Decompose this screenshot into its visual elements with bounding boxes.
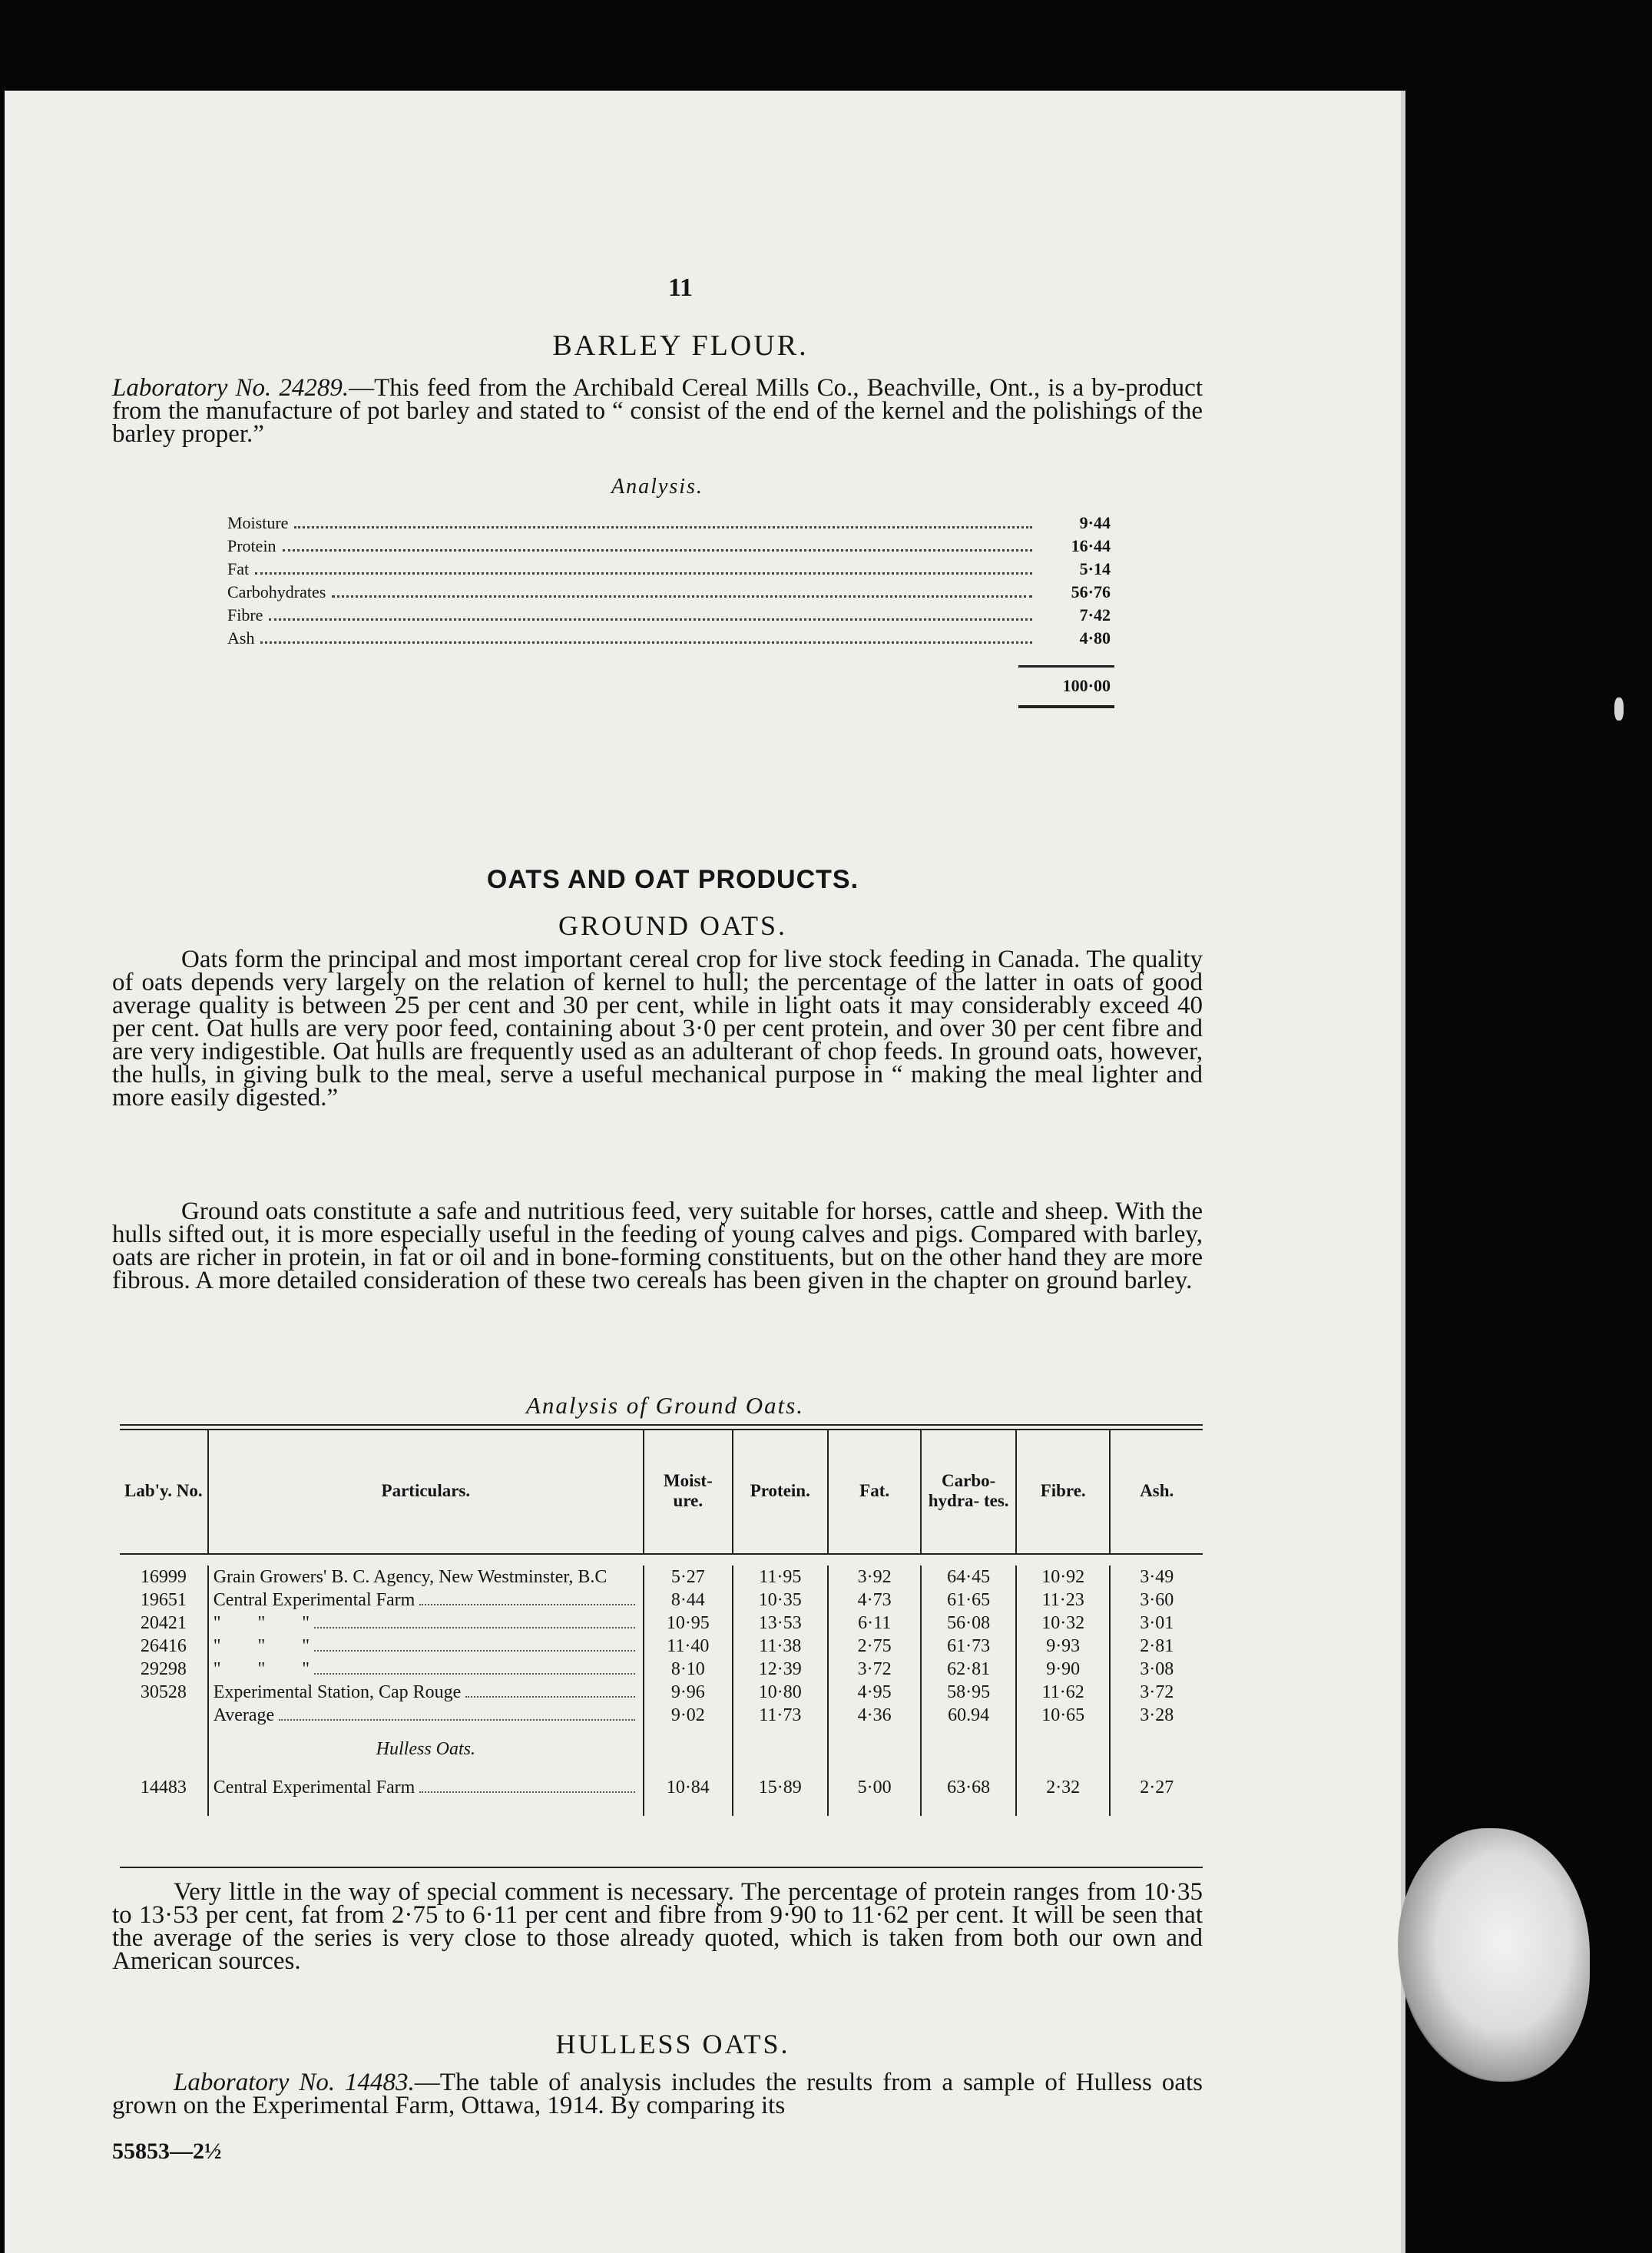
cell-empty: [921, 1727, 1016, 1776]
cell-particulars: [208, 1589, 644, 1612]
ground-oats-analysis-table: [120, 1429, 1203, 1816]
cell-protein: 12·39: [733, 1658, 828, 1681]
analysis-row-carbohydrates: [227, 581, 1111, 602]
leader-dots: [419, 1776, 635, 1793]
cell-carbohydrates: 61·65: [921, 1589, 1016, 1612]
cell-protein: 10·35: [733, 1589, 828, 1612]
cell-moisture: 9·96: [644, 1681, 733, 1704]
leader-dots: [419, 1589, 635, 1605]
particulars-text: Experimental Station, Cap Rouge: [213, 1682, 462, 1702]
cell-fibre: 10·92: [1016, 1566, 1111, 1589]
cell-fat: 5·00: [828, 1776, 921, 1816]
cell-particulars: [208, 1658, 644, 1681]
cell-protein: 10·80: [733, 1681, 828, 1704]
leader-dots: [294, 526, 1032, 528]
leader-dots: [314, 1658, 635, 1675]
cell-moisture: 5·27: [644, 1566, 733, 1589]
hulless-oats-paragraph: [112, 2071, 1203, 2117]
barley-flour-heading: BARLEY FLOUR.: [552, 330, 809, 362]
cell-moisture: 8·10: [644, 1658, 733, 1681]
table-top-rule: [120, 1424, 1203, 1426]
cell-empty: [828, 1727, 921, 1776]
cell-ash: 3·28: [1110, 1704, 1203, 1727]
cell-fibre: 11·23: [1016, 1589, 1111, 1612]
cell-particulars: [208, 1635, 644, 1658]
particulars-text: " " ": [213, 1636, 310, 1656]
analysis-label: Carbohydrates: [227, 582, 326, 601]
analysis-label: Fat: [227, 559, 250, 578]
hulless-heading-row: [120, 1727, 1203, 1776]
analysis-label: Fibre: [227, 605, 263, 625]
col-header-fibre: Fibre.: [1016, 1429, 1111, 1554]
cell-fat: 2·75: [828, 1635, 921, 1658]
cell-moisture: 9·02: [644, 1704, 733, 1727]
particulars-text: Average: [213, 1705, 275, 1725]
table-row: [120, 1589, 1203, 1612]
table-row: [120, 1612, 1203, 1635]
cell-moisture: 10·84: [644, 1776, 733, 1816]
cell-lab: 16999: [140, 1567, 187, 1587]
cell-lab: 14483: [140, 1778, 187, 1797]
leader-dots: [255, 572, 1032, 575]
ground-oats-paragraph-1: Oats form the principal and most important cereal crop for live stock feeding in Canada. The quality of oats depends very largely on the relation of kernel to hull; the percentage of the latter in oats of good average quality is between 25 per cent and 30 per cent, while in light oats it may considerably exceed 40 per cent. Oat hulls are very poor feed, containing about 3·0 per cent protein, and over 30 per cent fibre and are very indigestible. Oat hulls are frequently used as an adulterant of chop feeds. In ground oats, however, the hulls, in giving bulk to the meal, serve a useful mechanical purpose in “ making the meal lighter and more easily digested.”: [112, 946, 1203, 1112]
cell-carbohydrates: 58·95: [921, 1681, 1016, 1704]
analysis-value: 56·76: [1071, 582, 1111, 601]
analysis-row-fibre: [227, 604, 1111, 625]
particulars-text: " " ": [213, 1659, 310, 1679]
cell-carbohydrates: 63·68: [921, 1776, 1016, 1816]
col-header-carbohydrates: Carbo- hydra- tes.: [921, 1429, 1016, 1554]
leader-dots: [465, 1681, 635, 1698]
analysis-total: 100·00: [1062, 676, 1111, 695]
cell-fibre: 11·62: [1016, 1681, 1111, 1704]
scanned-page: [5, 91, 1405, 2253]
cell-fibre: 10·65: [1016, 1704, 1111, 1727]
cell-fat: 3·72: [828, 1658, 921, 1681]
dust-spot: [1614, 697, 1624, 721]
cell-fibre: 2·32: [1016, 1776, 1111, 1816]
ground-oats-paragraph-2: Ground oats constitute a safe and nutritious feed, very suitable for horses, cattle and sheep. With the hulls sifted out, it is more especially useful in the feeding of young calves and pigs. Compared with barley, oats are richer in protein, in fat or oil and in bone-forming constituents, but on the other hand they are more fibrous. A more detailed consideration of these two cereals has been given in the chapter on ground barley.: [112, 1198, 1203, 1294]
cell-carbohydrates: 62·81: [921, 1658, 1016, 1681]
total-rule-top: [1018, 665, 1114, 668]
analysis-value: 7·42: [1079, 605, 1111, 625]
barley-flour-paragraph: [112, 376, 1203, 446]
analysis-label: Moisture: [227, 513, 289, 532]
cell-ash: 3·01: [1110, 1612, 1203, 1635]
cell-lab: 30528: [140, 1682, 187, 1702]
barley-lab-label: Laboratory No. 24289.: [112, 374, 349, 402]
cell-lab: [120, 1704, 208, 1727]
header-separator: [120, 1554, 1203, 1566]
cell-particulars: [208, 1776, 644, 1816]
cell-moisture: 10·95: [644, 1612, 733, 1635]
table-row-average: [120, 1704, 1203, 1727]
analysis-label: Protein: [227, 536, 276, 555]
col-header-moisture: Moist- ure.: [644, 1429, 733, 1554]
cell-lab: 26416: [140, 1636, 187, 1656]
cell-fat: 6·11: [828, 1612, 921, 1635]
hulless-lab-label: Laboratory No. 14483.: [174, 2069, 415, 2096]
cell-ash: 3·72: [1110, 1681, 1203, 1704]
cell-moisture: 8·44: [644, 1589, 733, 1612]
cell-empty: [1016, 1727, 1111, 1776]
analysis-value: 5·14: [1079, 559, 1111, 578]
cell-ash: 3·60: [1110, 1589, 1203, 1612]
cell-fibre: 9·93: [1016, 1635, 1111, 1658]
comment-paragraph: Very little in the way of special comment is necessary. The percentage of protein ranges from 10·35 to 13·53 per cent, fat from 2·75 to 6·11 per cent and fibre from 9·90 to 11·62 per cent. It will be seen that the average of the series is very close to those already quoted, which is taken from both our own and American sources.: [112, 1878, 1203, 1975]
header-separator-row: [120, 1554, 1203, 1566]
ground-oats-heading: GROUND OATS.: [558, 910, 788, 941]
cell-fat: 4·36: [828, 1704, 921, 1727]
cell-carbohydrates: 56·08: [921, 1612, 1016, 1635]
particulars-text: Central Experimental Farm: [213, 1778, 415, 1797]
leader-dots: [269, 618, 1032, 621]
col-header-protein: Protein.: [733, 1429, 828, 1554]
cell-empty: [644, 1727, 733, 1776]
cell-ash: 2·27: [1110, 1776, 1203, 1816]
footer-signature: 55853—2½: [112, 2139, 222, 2164]
hulless-oats-subheading: Hulless Oats.: [208, 1727, 644, 1776]
cell-fibre: 10·32: [1016, 1612, 1111, 1635]
col-header-ash: Ash.: [1110, 1429, 1203, 1554]
cell-carbohydrates: 61·73: [921, 1635, 1016, 1658]
cell-carbohydrates: 60.94: [921, 1704, 1016, 1727]
cell-protein: 11·95: [733, 1566, 828, 1589]
analysis-value: 9·44: [1079, 513, 1111, 532]
cell-empty: [733, 1727, 828, 1776]
analysis-table-title: Analysis of Ground Oats.: [525, 1392, 805, 1419]
analysis-row-protein: [227, 535, 1111, 556]
cell-fat: 4·73: [828, 1589, 921, 1612]
paper-stain: [1398, 1828, 1590, 2082]
particulars-text: Central Experimental Farm: [213, 1590, 415, 1610]
table-row: [120, 1681, 1203, 1704]
cell-ash: 2·81: [1110, 1635, 1203, 1658]
total-rule-bottom: [1018, 705, 1114, 708]
cell-fat: 4·95: [828, 1681, 921, 1704]
cell-ash: 3·08: [1110, 1658, 1203, 1681]
particulars-text: " " ": [213, 1613, 310, 1633]
hulless-oats-heading: HULLESS OATS.: [555, 2029, 790, 2059]
cell-empty: [1110, 1727, 1203, 1776]
analysis-value: 4·80: [1079, 628, 1111, 648]
cell-protein: 11·73: [733, 1704, 828, 1727]
table-row: [120, 1658, 1203, 1681]
cell-lab: 19651: [140, 1590, 187, 1610]
cell-lab: [120, 1727, 208, 1776]
cell-moisture: 11·40: [644, 1635, 733, 1658]
leader-dots: [314, 1612, 635, 1628]
table-header-row: [120, 1429, 1203, 1554]
cell-particulars: Grain Growers' B. C. Agency, New Westminster, B.C: [208, 1566, 644, 1589]
cell-lab: 20421: [140, 1613, 187, 1633]
page-number: 11: [667, 273, 694, 302]
barley-paragraph-text: —This feed from the Archibald Cereal Mills Co., Beachville, Ont., is a by-product from the manufacture of pot barley and stated to “ consist of the end of the kernel and the polishings of the barley proper.”: [112, 374, 1203, 448]
analysis-label: Ash: [227, 628, 255, 648]
cell-particulars: [208, 1612, 644, 1635]
barley-analysis-title: Analysis.: [611, 475, 704, 499]
leader-dots: [283, 549, 1032, 552]
cell-particulars: [208, 1704, 644, 1727]
leader-dots: [260, 641, 1032, 644]
table-row: [120, 1635, 1203, 1658]
cell-particulars: [208, 1681, 644, 1704]
leader-dots: [332, 595, 1032, 598]
cell-protein: 11·38: [733, 1635, 828, 1658]
cell-fat: 3·92: [828, 1566, 921, 1589]
analysis-row-ash: [227, 627, 1111, 648]
col-header-fat: Fat.: [828, 1429, 921, 1554]
table-row: [120, 1566, 1203, 1589]
cell-carbohydrates: 64·45: [921, 1566, 1016, 1589]
table-row-hulless: [120, 1776, 1203, 1816]
oats-section-heading: OATS AND OAT PRODUCTS.: [486, 865, 859, 894]
cell-protein: 13·53: [733, 1612, 828, 1635]
col-header-lab: Lab'y. No.: [124, 1481, 203, 1500]
analysis-row-moisture: [227, 512, 1111, 533]
leader-dots: [279, 1704, 635, 1721]
col-header-particulars: Particulars.: [208, 1429, 644, 1554]
cell-protein: 15·89: [733, 1776, 828, 1816]
cell-ash: 3·49: [1110, 1566, 1203, 1589]
cell-lab: 29298: [140, 1659, 187, 1679]
analysis-value: 16·44: [1071, 536, 1111, 555]
table-bottom-rule: [120, 1867, 1203, 1868]
hulless-paragraph-text: —The table of analysis includes the results from a sample of Hulless oats grown on the Experimental Farm, Ottawa, 1914. By comparing its: [112, 2069, 1203, 2119]
cell-fibre: 9·90: [1016, 1658, 1111, 1681]
leader-dots: [314, 1635, 635, 1652]
analysis-row-fat: [227, 558, 1111, 579]
